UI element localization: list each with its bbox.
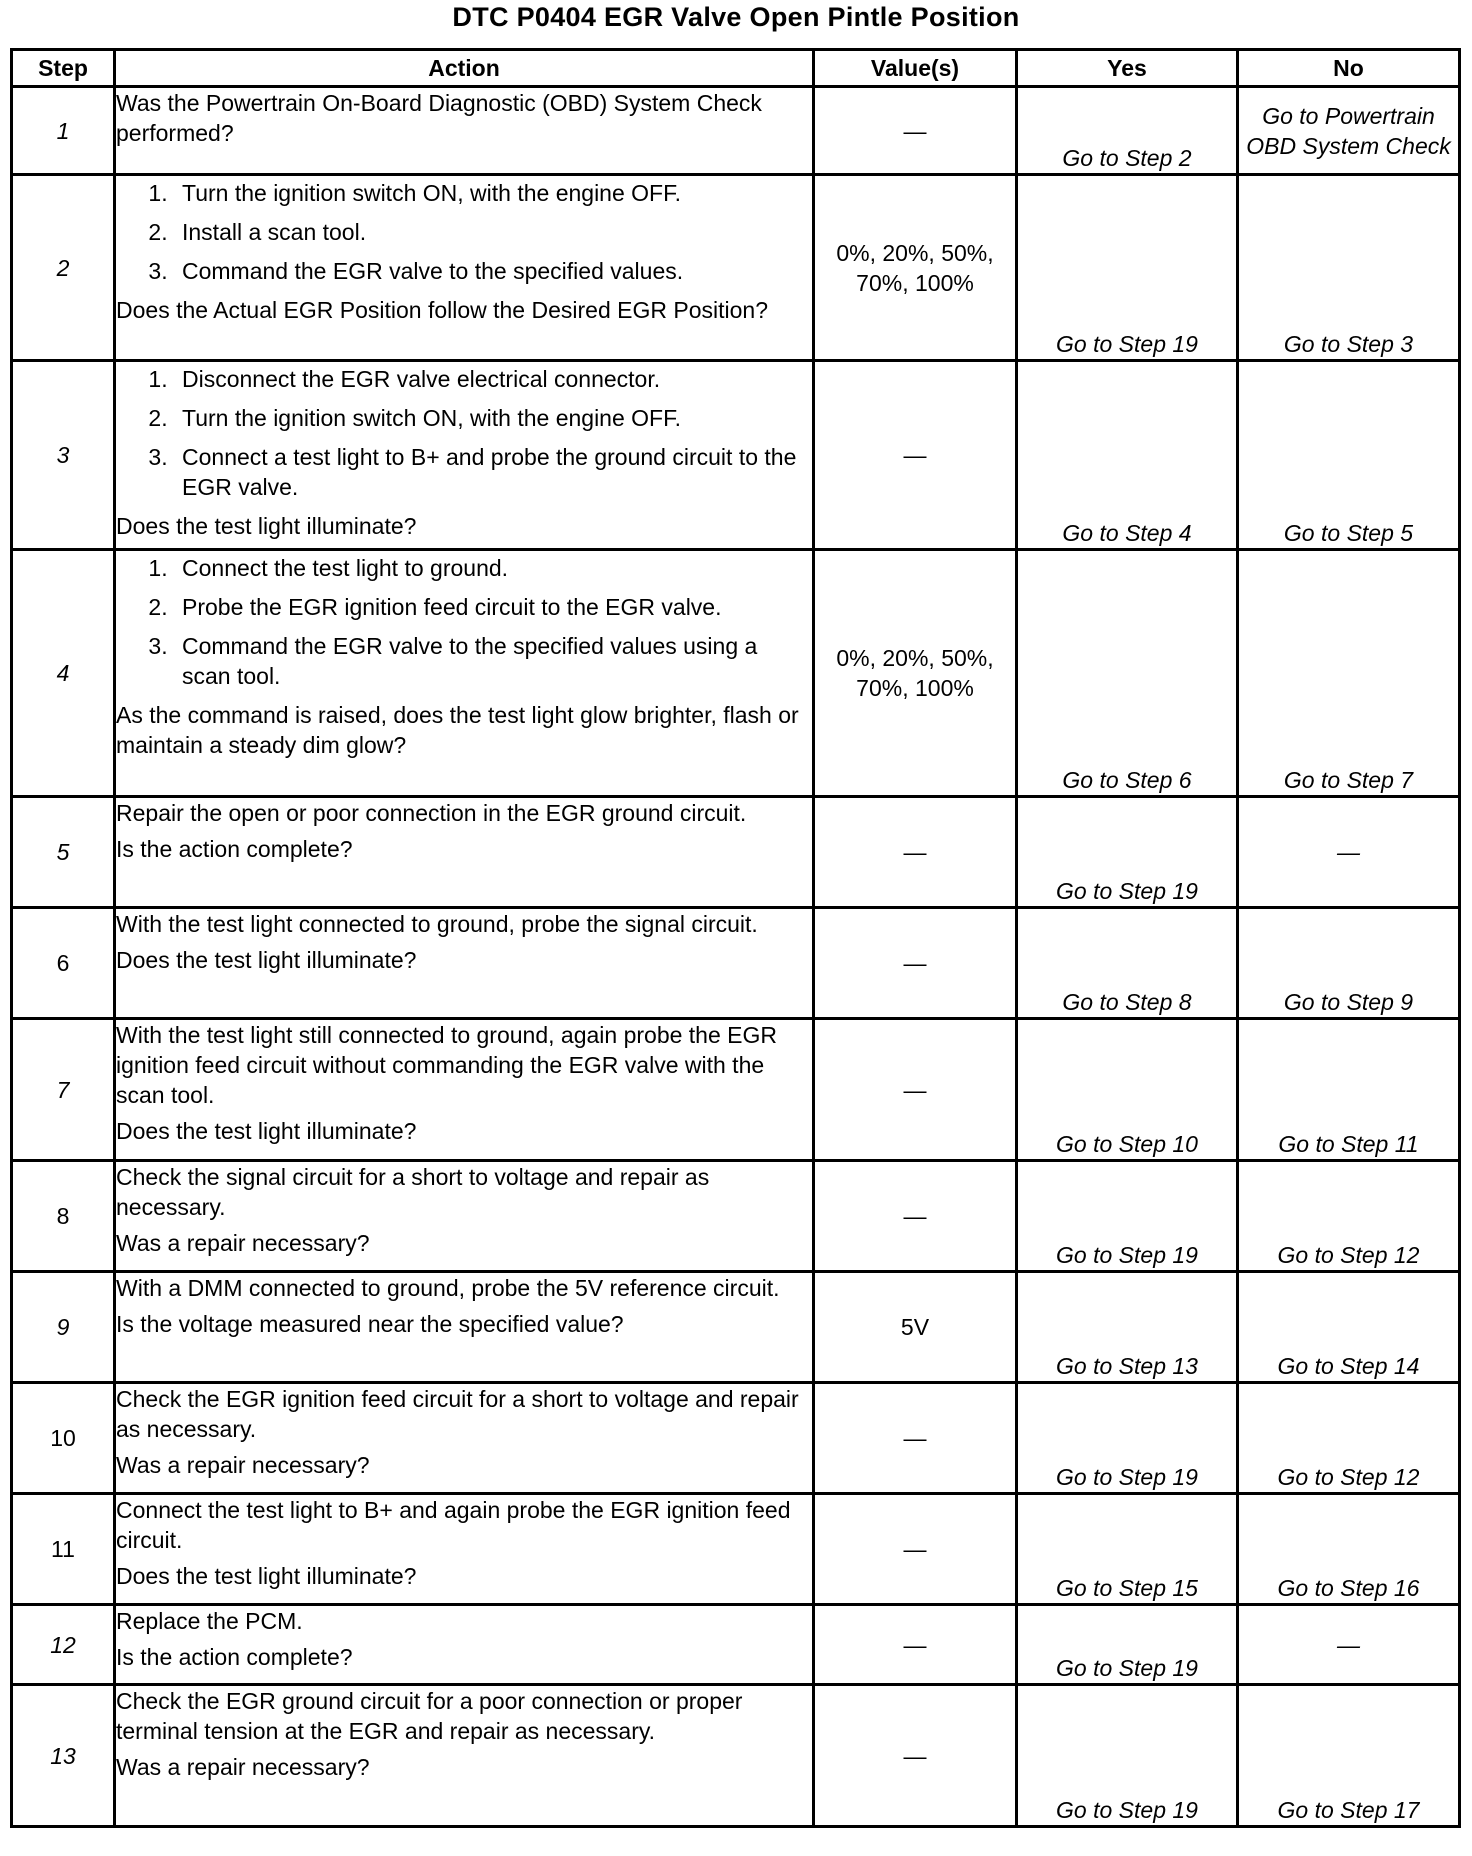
yes-cell: Go to Step 19 <box>1017 1605 1238 1685</box>
yes-cell: Go to Step 8 <box>1017 908 1238 1019</box>
action-question: Was a repair necessary? <box>116 1754 370 1780</box>
value-cell: — <box>814 797 1017 908</box>
no-cell: Go to Step 12 <box>1238 1161 1460 1272</box>
action-step-item: 1. Turn the ignition switch ON, with the engine OFF. <box>174 178 812 208</box>
yes-cell: Go to Step 19 <box>1017 797 1238 908</box>
action-text: Check the EGR ground circuit for a poor connection or proper terminal tension at the EGR and repair as necessary. <box>116 1688 743 1744</box>
action-step-item: 2. Turn the ignition switch ON, with the engine OFF. <box>174 403 812 433</box>
table-row <box>12 1605 1460 1685</box>
action-question: Does the test light illuminate? <box>116 1118 417 1144</box>
value-cell: — <box>814 1019 1017 1161</box>
action-question: Does the test light illuminate? <box>116 1563 417 1589</box>
yes-cell: Go to Step 4 <box>1017 361 1238 550</box>
value-cell: — <box>814 87 1017 175</box>
action-question: Is the action complete? <box>116 1644 353 1670</box>
action-step-item: 2. Probe the EGR ignition feed circuit to the EGR valve. <box>174 592 812 622</box>
step-number: 10 <box>12 1383 115 1494</box>
action-step-item: 2. Install a scan tool. <box>174 217 812 247</box>
action-cell <box>115 1685 814 1827</box>
header-value: Value(s) <box>814 50 1017 87</box>
yes-cell: Go to Step 19 <box>1017 175 1238 361</box>
step-number: 2 <box>12 175 115 361</box>
action-cell <box>115 1383 814 1494</box>
action-text: Check the EGR ignition feed circuit for a short to voltage and repair as necessary. <box>116 1386 799 1442</box>
no-cell: — <box>1238 1605 1460 1685</box>
value-cell: 0%, 20%, 50%, 70%, 100% <box>814 550 1017 797</box>
step-number: 3 <box>12 361 115 550</box>
action-text: Was the Powertrain On-Board Diagnostic (OBD) System Check performed? <box>116 90 762 146</box>
no-cell: Go to Step 9 <box>1238 908 1460 1019</box>
step-number: 12 <box>12 1605 115 1685</box>
yes-cell: Go to Step 15 <box>1017 1494 1238 1605</box>
action-text: Check the signal circuit for a short to voltage and repair as necessary. <box>116 1164 710 1220</box>
step-number: 7 <box>12 1019 115 1161</box>
step-number: 4 <box>12 550 115 797</box>
header-no: No <box>1238 50 1460 87</box>
yes-cell: Go to Step 6 <box>1017 550 1238 797</box>
action-step-item: 3. Connect a test light to B+ and probe the ground circuit to the EGR valve. <box>174 442 812 502</box>
no-cell: Go to Step 7 <box>1238 550 1460 797</box>
step-number: 9 <box>12 1272 115 1383</box>
action-text: Repair the open or poor connection in the EGR ground circuit. <box>116 800 747 826</box>
no-cell: Go to Step 3 <box>1238 175 1460 361</box>
action-cell <box>115 797 814 908</box>
table-row <box>12 87 1460 175</box>
no-cell: — <box>1238 797 1460 908</box>
action-question: Was a repair necessary? <box>116 1230 370 1256</box>
action-cell <box>115 1019 814 1161</box>
yes-cell: Go to Step 19 <box>1017 1161 1238 1272</box>
header-yes: Yes <box>1017 50 1238 87</box>
value-cell: — <box>814 1494 1017 1605</box>
diagnostic-table <box>10 48 1461 1828</box>
action-question: Is the voltage measured near the specified value? <box>116 1311 624 1337</box>
action-step-item: 3. Command the EGR valve to the specified values. <box>174 256 812 286</box>
action-steps-list <box>116 553 812 691</box>
table-row <box>12 1019 1460 1161</box>
step-number: 1 <box>12 87 115 175</box>
table-row <box>12 1272 1460 1383</box>
no-cell: Go to Step 14 <box>1238 1272 1460 1383</box>
action-steps-list <box>116 364 812 502</box>
yes-cell: Go to Step 19 <box>1017 1685 1238 1827</box>
action-question: Does the test light illuminate? <box>116 947 417 973</box>
header-row <box>12 50 1460 87</box>
yes-cell: Go to Step 13 <box>1017 1272 1238 1383</box>
no-cell: Go to Step 16 <box>1238 1494 1460 1605</box>
action-text: Replace the PCM. <box>116 1608 303 1634</box>
table-row <box>12 550 1460 797</box>
action-steps-list <box>116 178 812 286</box>
value-cell: — <box>814 1685 1017 1827</box>
action-question: Does the test light illuminate? <box>116 513 417 539</box>
value-cell: — <box>814 1605 1017 1685</box>
action-cell <box>115 1161 814 1272</box>
action-text: With the test light still connected to ground, again probe the EGR ignition feed circuit without commanding the EGR valve with the scan tool. <box>116 1022 777 1108</box>
no-cell: Go to Step 17 <box>1238 1685 1460 1827</box>
action-question: Is the action complete? <box>116 836 353 862</box>
action-text: With a DMM connected to ground, probe the 5V reference circuit. <box>116 1275 780 1301</box>
table-row <box>12 361 1460 550</box>
page-title: DTC P0404 EGR Valve Open Pintle Position <box>452 2 1020 32</box>
table-row <box>12 1494 1460 1605</box>
step-number: 5 <box>12 797 115 908</box>
header-step: Step <box>12 50 115 87</box>
table-row <box>12 1685 1460 1827</box>
action-cell <box>115 1272 814 1383</box>
no-cell: Go to Step 11 <box>1238 1019 1460 1161</box>
action-step-item: 1. Connect the test light to ground. <box>174 553 812 583</box>
value-cell: — <box>814 908 1017 1019</box>
value-cell: 0%, 20%, 50%, 70%, 100% <box>814 175 1017 361</box>
no-cell: Go to Step 12 <box>1238 1383 1460 1494</box>
action-text: Connect the test light to B+ and again probe the EGR ignition feed circuit. <box>116 1497 791 1553</box>
table-row <box>12 797 1460 908</box>
action-step-item: 1. Disconnect the EGR valve electrical connector. <box>174 364 812 394</box>
value-cell: — <box>814 1383 1017 1494</box>
action-cell <box>115 1494 814 1605</box>
yes-cell: Go to Step 10 <box>1017 1019 1238 1161</box>
yes-cell: Go to Step 19 <box>1017 1383 1238 1494</box>
step-number: 8 <box>12 1161 115 1272</box>
yes-cell: Go to Step 2 <box>1017 87 1238 175</box>
step-number: 13 <box>12 1685 115 1827</box>
action-cell <box>115 1605 814 1685</box>
step-number: 6 <box>12 908 115 1019</box>
header-action: Action <box>115 50 814 87</box>
no-cell: Go to Step 5 <box>1238 361 1460 550</box>
value-cell: 5V <box>814 1272 1017 1383</box>
action-cell <box>115 87 814 175</box>
action-question: As the command is raised, does the test light glow brighter, flash or maintain a steady dim glow? <box>116 702 799 758</box>
value-cell: — <box>814 1161 1017 1272</box>
action-question: Was a repair necessary? <box>116 1452 370 1478</box>
action-cell <box>115 361 814 550</box>
action-question: Does the Actual EGR Position follow the Desired EGR Position? <box>116 297 768 323</box>
action-cell <box>115 908 814 1019</box>
action-cell <box>115 175 814 361</box>
table-row <box>12 908 1460 1019</box>
table-row <box>12 1161 1460 1272</box>
no-cell: Go to Powertrain OBD System Check <box>1238 87 1460 175</box>
value-cell: — <box>814 361 1017 550</box>
table-row <box>12 175 1460 361</box>
table-row <box>12 1383 1460 1494</box>
action-cell <box>115 550 814 797</box>
action-step-item: 3. Command the EGR valve to the specified values using a scan tool. <box>174 631 812 691</box>
action-text: With the test light connected to ground, probe the signal circuit. <box>116 911 758 937</box>
step-number: 11 <box>12 1494 115 1605</box>
